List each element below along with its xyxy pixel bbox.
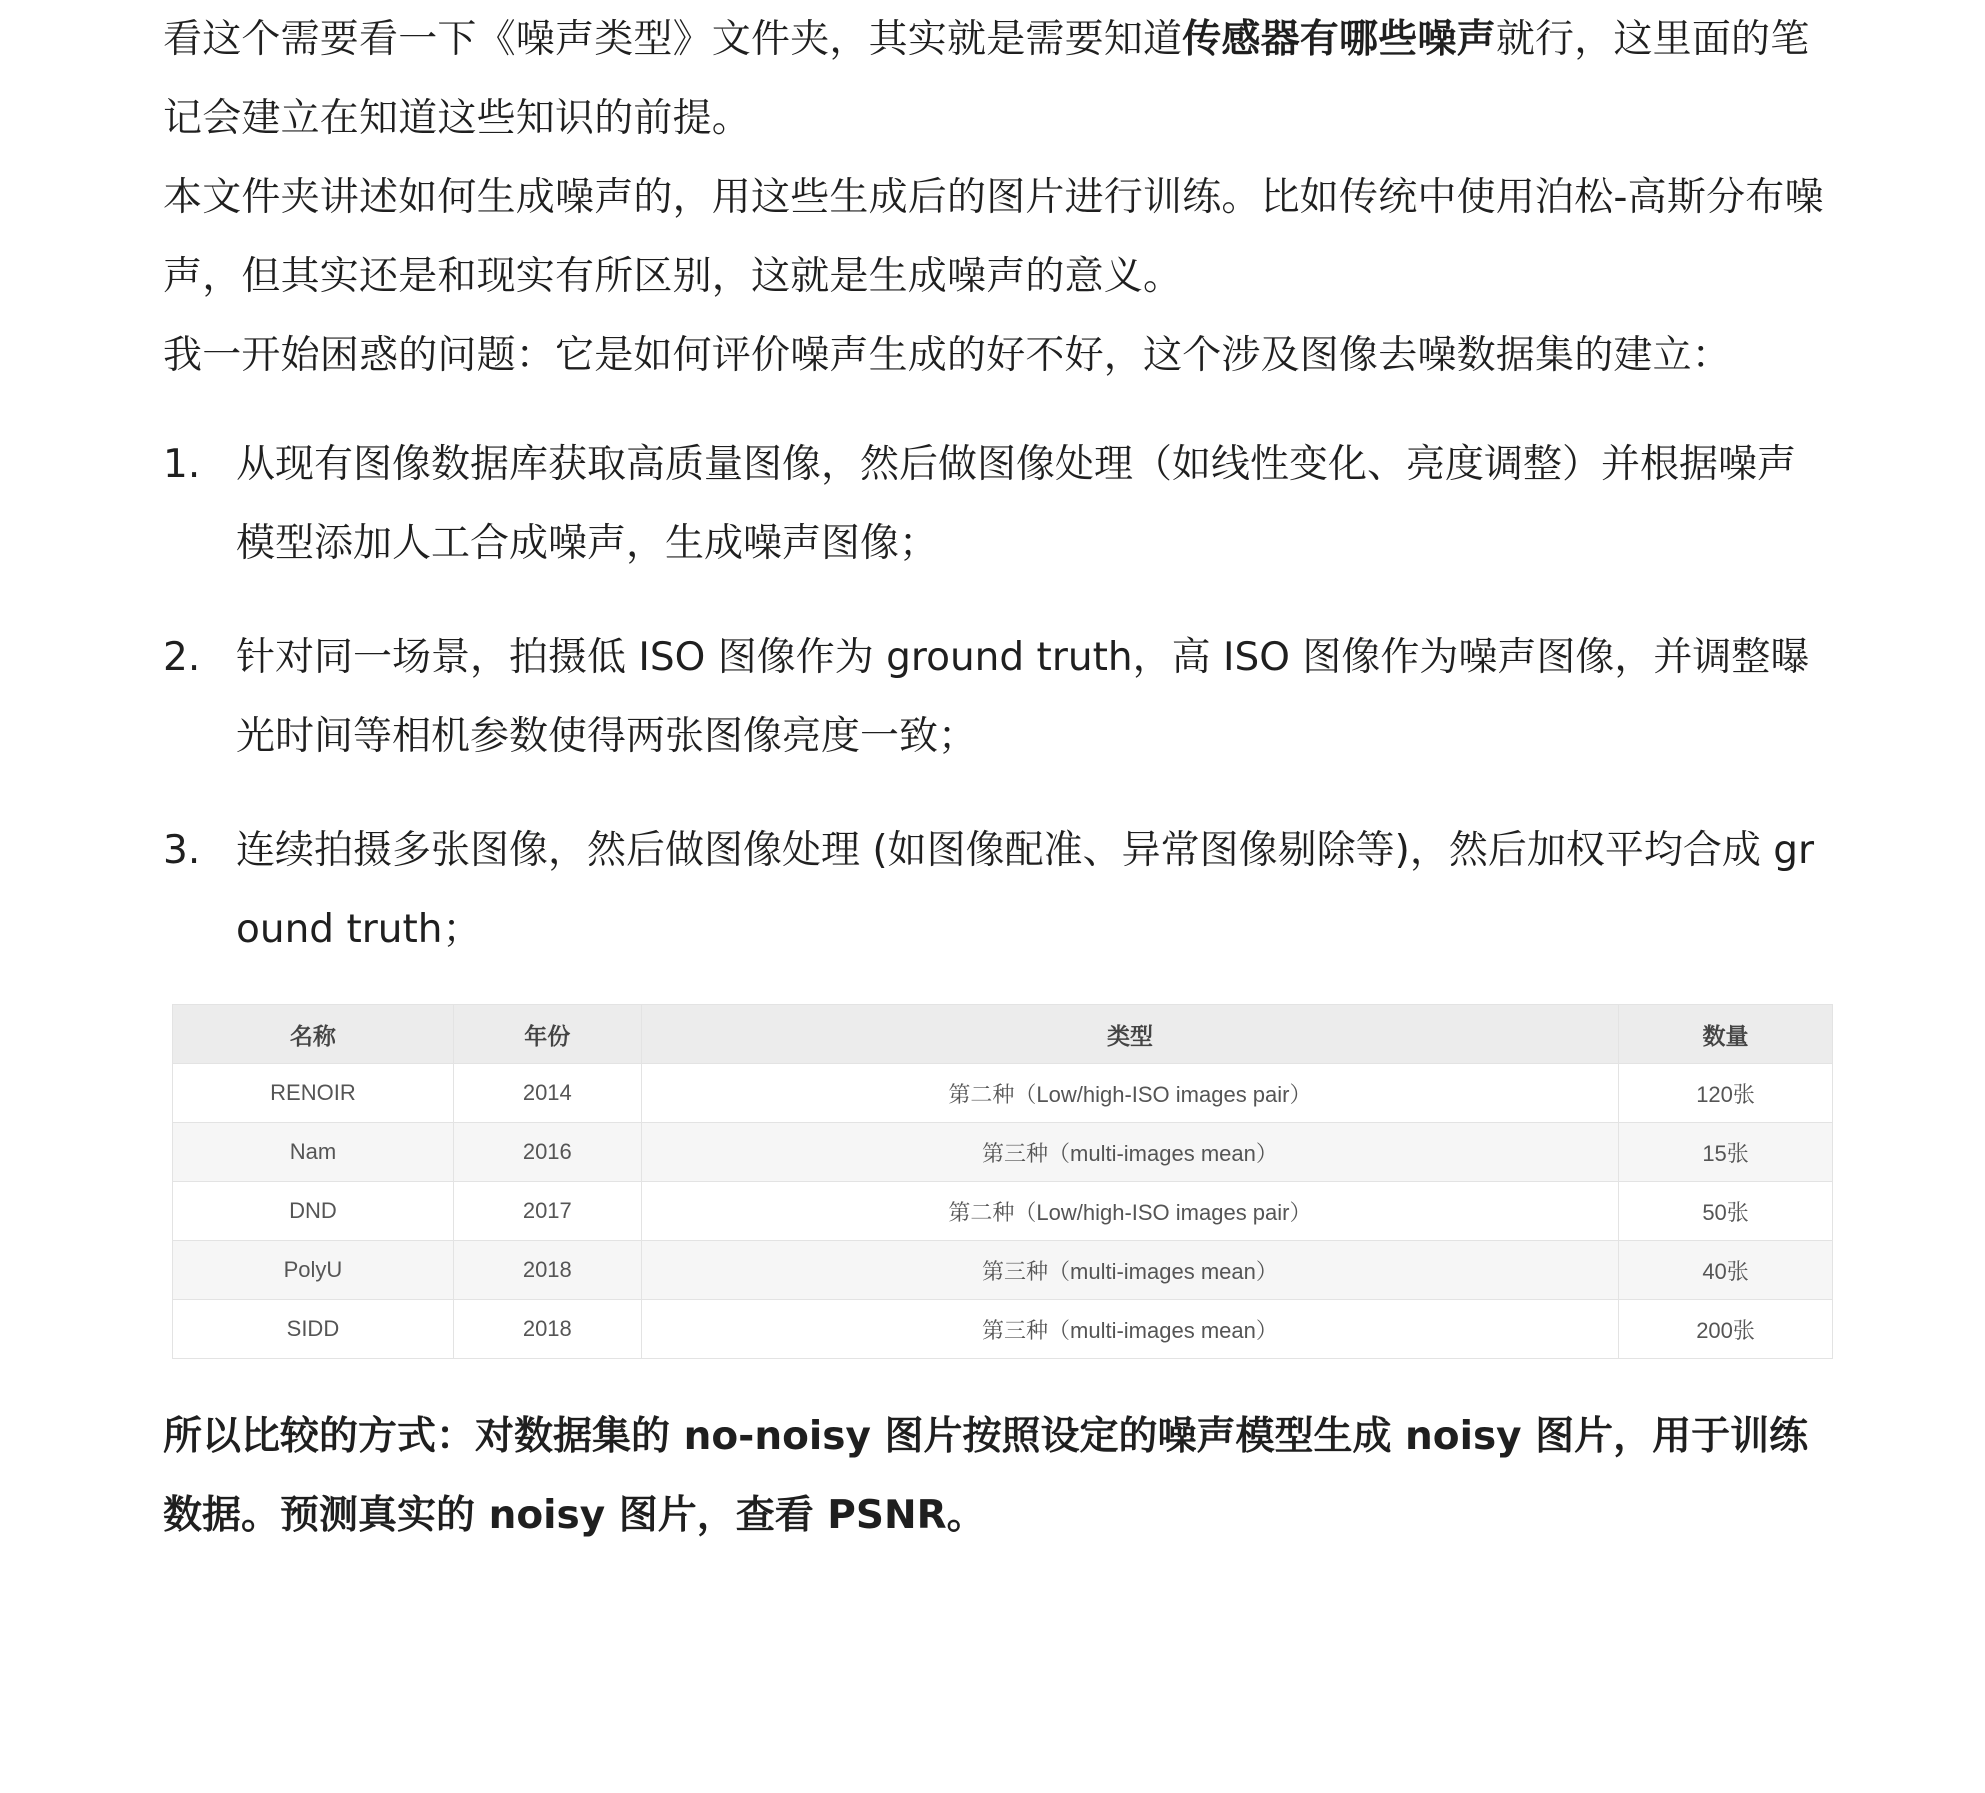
cell-count: 120张	[1619, 1064, 1833, 1123]
conclusion-paragraph: 所以比较的方式：对数据集的 no-noisy 图片按照设定的噪声模型生成 noisy 图片，用于训练数据。预测真实的 noisy 图片，查看 PSNR。	[163, 1414, 1809, 1538]
table-row	[173, 1182, 1834, 1241]
cell-name: DND	[173, 1182, 454, 1241]
cell-count: 50张	[1619, 1182, 1833, 1241]
list-item-text: 从现有图像数据库获取高质量图像，然后做图像处理（如线性变化、亮度调整）并根据噪声模型添加人工合成噪声，生成噪声图像；	[236, 442, 1797, 566]
cell-count: 200张	[1619, 1300, 1833, 1359]
table-row	[173, 1241, 1834, 1300]
cell-name: PolyU	[173, 1241, 454, 1300]
question-paragraph: 我一开始困惑的问题：它是如何评价噪声生成的好不好，这个涉及图像去噪数据集的建立：	[163, 333, 1732, 378]
cell-name: SIDD	[173, 1300, 454, 1359]
document-page	[163, 0, 1833, 1555]
table-header-row	[173, 1005, 1834, 1064]
dataset-table	[172, 1004, 1833, 1359]
cell-type: 第三种（multi-images mean）	[641, 1123, 1618, 1182]
cell-count: 40张	[1619, 1241, 1833, 1300]
dataset-table-container	[172, 1004, 1833, 1359]
list-item-text: 针对同一场景，拍摄低 ISO 图像作为 ground truth，高 ISO 图像作为噪声图像，并调整曝光时间等相机参数使得两张图像亮度一致；	[236, 635, 1810, 759]
list-item	[163, 618, 1833, 776]
list-item-number: 1.	[163, 442, 201, 487]
list-item-number: 3.	[163, 828, 201, 873]
header-type: 类型	[641, 1005, 1618, 1064]
cell-year: 2016	[453, 1123, 641, 1182]
cell-name: Nam	[173, 1123, 454, 1182]
list-item	[163, 425, 1833, 583]
cell-count: 15张	[1619, 1123, 1833, 1182]
intro-paragraph-1	[163, 0, 1833, 158]
intro-bold-text: 传感器有哪些噪声	[1182, 17, 1496, 62]
table-row	[173, 1123, 1834, 1182]
cell-type: 第二种（Low/high-ISO images pair）	[641, 1064, 1618, 1123]
cell-year: 2018	[453, 1241, 641, 1300]
intro-text-before: 看这个需要看一下《噪声类型》文件夹，其实就是需要知道	[163, 17, 1183, 62]
header-extra	[1832, 1005, 1833, 1064]
cell-type: 第三种（multi-images mean）	[641, 1300, 1618, 1359]
cell-extra	[1832, 1064, 1833, 1123]
header-year: 年份	[453, 1005, 641, 1064]
header-count: 数量	[1619, 1005, 1833, 1064]
table-row	[173, 1300, 1834, 1359]
cell-extra	[1832, 1300, 1833, 1359]
cell-extra	[1832, 1182, 1833, 1241]
cell-extra	[1832, 1123, 1833, 1182]
intro-text-after: 就行，这里面的笔记会建立在知道这些知识的前提。	[163, 17, 1810, 141]
list-item-text: 连续拍摄多张图像，然后做图像处理 (如图像配准、异常图像剔除等)，然后加权平均合成 ground truth；	[236, 828, 1815, 952]
method-list	[163, 425, 1833, 969]
cell-name: RENOIR	[173, 1064, 454, 1123]
table-row	[173, 1064, 1834, 1123]
cell-extra	[1832, 1241, 1833, 1300]
list-item-number: 2.	[163, 635, 201, 680]
cell-year: 2017	[453, 1182, 641, 1241]
cell-year: 2018	[453, 1300, 641, 1359]
intro-paragraph-2: 本文件夹讲述如何生成噪声的，用这些生成后的图片进行训练。比如传统中使用泊松-高斯分布噪声，但其实还是和现实有所区别，这就是生成噪声的意义。	[163, 175, 1824, 299]
cell-type: 第二种（Low/high-ISO images pair）	[641, 1182, 1618, 1241]
cell-type: 第三种（multi-images mean）	[641, 1241, 1618, 1300]
list-item	[163, 811, 1833, 969]
header-name: 名称	[173, 1005, 454, 1064]
cell-year: 2014	[453, 1064, 641, 1123]
